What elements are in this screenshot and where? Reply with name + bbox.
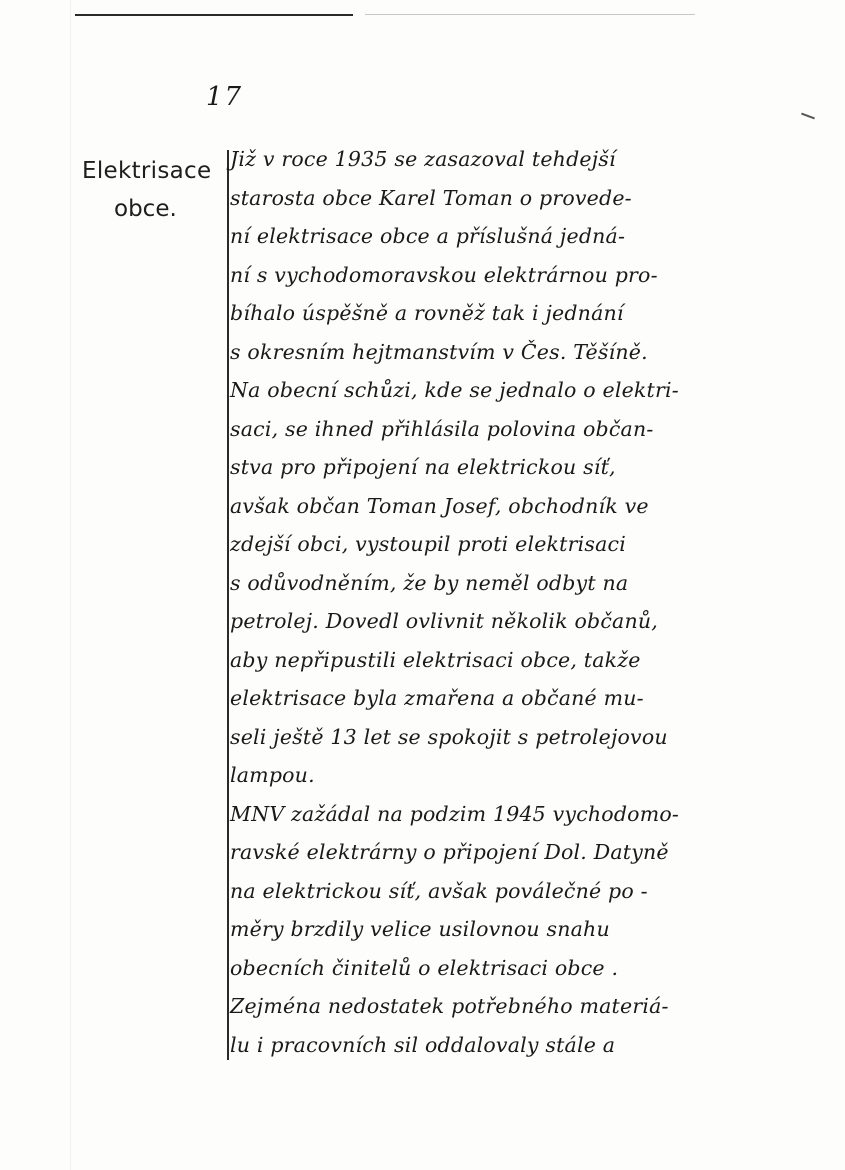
text-line: zdejší obci, vystoupil proti elektrisaci — [230, 532, 626, 556]
text-line: seli ještě 13 let se spokojit s petrolejovou — [230, 724, 668, 749]
text-line: lampou. — [230, 763, 315, 787]
text-line: Zejména nedostatek potřebného materiá- — [230, 994, 669, 1018]
margin-heading-line: obce. — [114, 196, 177, 222]
text-line: obecních činitelů o elektrisaci obce . — [230, 955, 619, 980]
top-rule — [75, 14, 353, 16]
text-line: ní elektrisace obce a příslušná jedná- — [230, 224, 626, 248]
text-line: starosta obce Karel Toman o provede- — [230, 185, 632, 210]
text-line: s okresním hejtmanstvím v Čes. Těšíně. — [230, 339, 648, 364]
margin-heading — [82, 152, 218, 228]
text-line: saci, se ihned přihlásila polovina občan- — [230, 416, 654, 441]
text-line: s odůvodněním, že by neměl odbyt na — [230, 570, 629, 595]
text-line: měry brzdily velice usilovnou snahu — [230, 917, 610, 941]
text-line: bíhalo úspěšně a rovněž tak i jednání — [230, 301, 624, 325]
top-rule-faint — [365, 14, 695, 15]
margin-rule — [227, 150, 229, 1060]
text-line: Již v roce 1935 se zasazoval tehdejší — [230, 147, 616, 171]
text-line: ravské elektrárny o připojení Dol. Datyně — [230, 840, 669, 864]
text-line: lu i pracovních sil oddalovaly stále a — [230, 1032, 616, 1057]
margin-heading-line: Elektrisace — [82, 158, 212, 184]
text-line: petrolej. Dovedl ovlivnit několik občanů, — [230, 609, 658, 633]
text-line: stva pro připojení na elektrickou síť, — [230, 455, 616, 479]
text-line: aby nepřipustili elektrisaci obce, takže — [230, 647, 641, 672]
page-number: 17 — [206, 82, 244, 112]
text-line: Na obecní schůzi, kde se jednalo o elektri- — [230, 378, 679, 402]
text-line: na elektrickou síť, avšak poválečné po - — [230, 878, 648, 903]
scan-mark — [801, 113, 815, 120]
text-line: avšak občan Toman Josef, obchodník ve — [230, 493, 649, 518]
text-line: ní s vychodomoravskou elektrárnou pro- — [230, 262, 658, 287]
handwritten-body — [230, 140, 790, 1064]
text-line: elektrisace byla zmařena a občané mu- — [230, 686, 644, 710]
page-edge-shadow — [70, 0, 71, 1170]
text-line: MNV zažádal na podzim 1945 vychodomo- — [230, 801, 680, 826]
